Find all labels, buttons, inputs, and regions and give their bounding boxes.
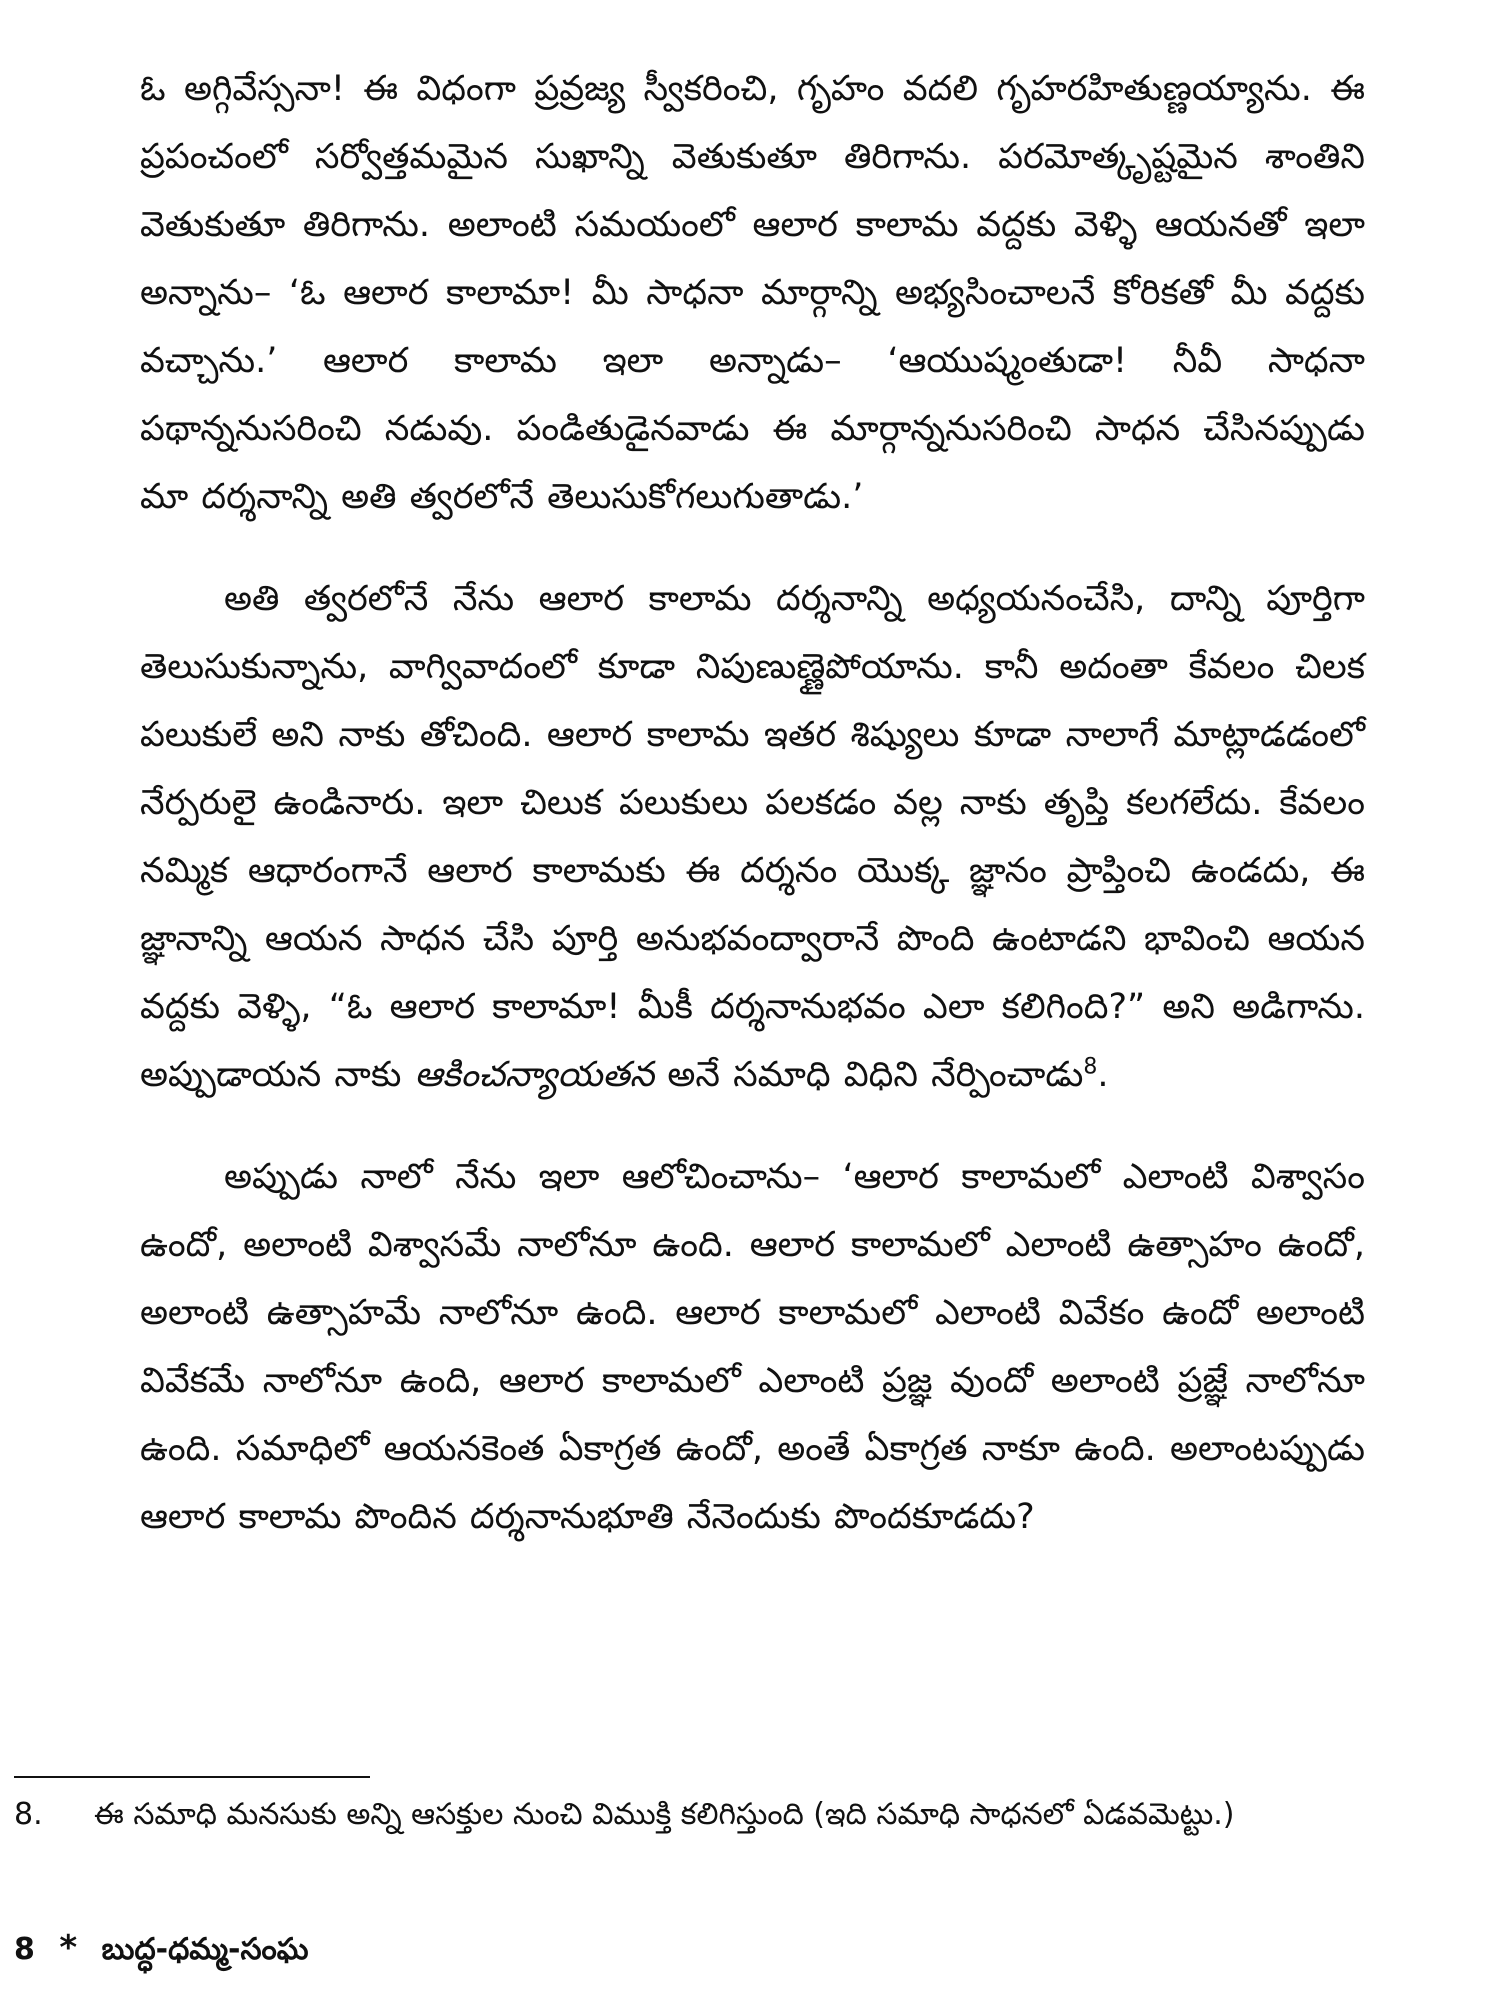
paragraph-2-end: . bbox=[1097, 1055, 1109, 1095]
asterisk-separator: * bbox=[59, 1928, 78, 1968]
italic-term: ఆకించన్యాయతన bbox=[414, 1055, 655, 1095]
footnote-reference[interactable]: 8 bbox=[1083, 1054, 1098, 1080]
main-text bbox=[140, 55, 1365, 1585]
paragraph-2-text-before: అతి త్వరలోనే నేను ఆలార కాలామ దర్శనాన్ని అధ్యయనంచేసి, దాన్ని పూర్తిగా తెలుసుకున్నాను, వాగ్వివాదంలో కూడా నిపుణుణ్ణైపోయాను. కానీ అదంతా కేవలం చిలక పలుకులే అని నాకు తోచింది. ఆలార కాలామ ఇతర శిష్యులు కూడా నాలాగే మాట్లాడడంలో నేర్పరులై ఉండినారు. ఇలా చిలుక పలుకులు పలకడం వల్ల నాకు తృప్తి కలగలేదు. కేవలం నమ్మిక ఆధారంగానే ఆలార కాలామకు ఈ దర్శనం యొక్క జ్ఞానం ప్రాప్తించి ఉండదు, ఈ జ్ఞానాన్ని ఆయన సాధన చేసి పూర్తి అనుభవంద్వారానే పొంది ఉంటాడని భావించి ఆయన వద్దకు వెళ్ళి, “ఓ ఆలార కాలామా! మీకీ దర్శనానుభవం ఎలా కలిగింది?” అని అడిగాను. అప్పుడాయన నాకు bbox=[140, 579, 1365, 1095]
page-number: 8 bbox=[14, 1932, 35, 1967]
book-title: బుద్ధ-ధమ్మ-సంఘ bbox=[101, 1932, 309, 1967]
paragraph-3: అప్పుడు నాలో నేను ఇలా ఆలోచించాను– ‘ఆలార కాలామలో ఎలాంటి విశ్వాసం ఉందో, అలాంటి విశ్వాసమే నాలోనూ ఉంది. ఆలార కాలామలో ఎలాంటి ఉత్సాహం ఉందో, అలాంటి ఉత్సాహమే నాలోనూ ఉంది. ఆలార కాలామలో ఎలాంటి వివేకం ఉందో అలాంటి వివేకమే నాలోనూ ఉంది, ఆలార కాలామలో ఎలాంటి ప్రజ్ఞ వుందో అలాంటి ప్రజ్ఞే నాలోనూ ఉంది. సమాధిలో ఆయనకెంత ఏకాగ్రత ఉందో, అంతే ఏకాగ్రత నాకూ ఉంది. అలాంటప్పుడు ఆలార కాలామ పొందిన దర్శనానుభూతి నేనెందుకు పొందకూడదు? bbox=[140, 1157, 1365, 1537]
paragraph-2 bbox=[140, 565, 1365, 1109]
footnote-number: 8. bbox=[14, 1797, 43, 1832]
paragraph-2-text-after: అనే సమాధి విధిని నేర్పించాడు bbox=[667, 1055, 1084, 1095]
footnote-divider bbox=[14, 1776, 370, 1778]
page-footer bbox=[14, 1928, 309, 1974]
footnote bbox=[14, 1790, 1384, 1840]
footnote-text: ఈ సమాధి మనసుకు అన్ని ఆసక్తుల నుంచి విముక్తి కలిగిస్తుంది (ఇది సమాధి సాధనలో ఏడవమెట్టు.) bbox=[94, 1797, 1235, 1832]
paragraph-1: ఓ అగ్గివేస్సనా! ఈ విధంగా ప్రవ్రజ్య స్వీకరించి, గృహం వదలి గృహరహితుణ్ణయ్యాను. ఈ ప్రపంచంలో సర్వోత్తమమైన సుఖాన్ని వెతుకుతూ తిరిగాను. పరమోత్కృష్టమైన శాంతిని వెతుకుతూ తిరిగాను. అలాంటి సమయంలో ఆలార కాలామ వద్దకు వెళ్ళి ఆయనతో ఇలా అన్నాను– ‘ఓ ఆలార కాలామా! మీ సాధనా మార్గాన్ని అభ్యసించాలనే కోరికతో మీ వద్దకు వచ్చాను.’ ఆలార కాలామ ఇలా అన్నాడు– ‘ఆయుష్మంతుడా! నీవీ సాధనా పథాన్ననుసరించి నడువు. పండితుడైనవాడు ఈ మార్గాన్ననుసరించి సాధన చేసినప్పుడు మా దర్శనాన్ని అతి త్వరలోనే తెలుసుకోగలుగుతాడు.’ bbox=[140, 69, 1365, 517]
